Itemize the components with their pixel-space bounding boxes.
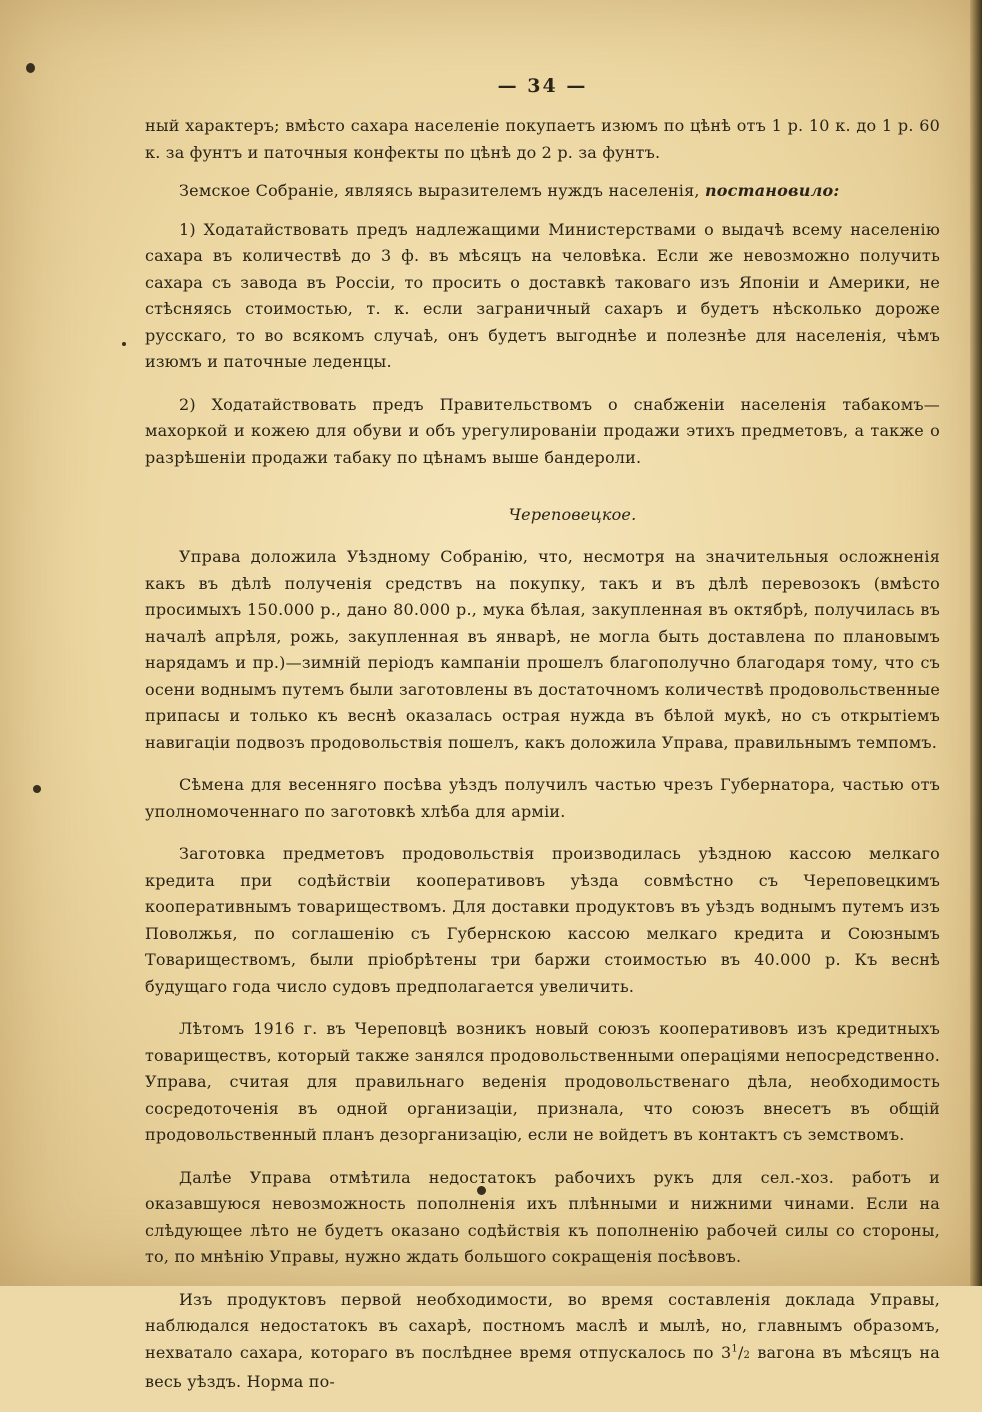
paragraph-shortages: [145, 1287, 940, 1396]
shortages-text-end: вагона въ мѣсяцъ на весь уѣздъ. Норма по-: [145, 1342, 940, 1391]
paragraph-continuation: ный характеръ; вмѣсто сахара населеніе покупаетъ изюмъ по цѣнѣ отъ 1 р. 10 к. до 1 р. 60 к. за фунтъ и паточныя конфекты по цѣнѣ до 2 р. за фунтъ.: [145, 116, 940, 162]
paragraph-seeds: Сѣмена для весенняго посѣва уѣздъ получилъ частью чрезъ Губернатора, частью отъ уполномоченнаго по заготовкѣ хлѣба для арміи.: [145, 775, 940, 821]
document-body: [145, 70, 940, 1412]
fraction-slash: /: [737, 1342, 744, 1362]
paragraph-labor: Далѣе Управа отмѣтила недостатокъ рабочихъ рукъ для сел.-хоз. работъ и оказавшуюся невозможность пополненія ихъ плѣнными и нижними чинами. Если на слѣдующее лѣто не будетъ оказано содѣйствія къ пополненію рабочей силы со стороны, то, по мнѣнію Управы, нужно ждать большого сокращенія посѣвовъ.: [145, 1167, 940, 1266]
fraction-denominator: 2: [743, 1349, 751, 1361]
ink-spot: [26, 63, 35, 73]
paragraph-resolution-2: 2) Ходатайствовать предъ Правительствомъ о снабженіи населенія табакомъ—махоркой и кожею для обуви и объ урегулированіи продажи этихъ предметовъ, а также о разрѣшеніи продажи табаку по цѣнамъ выше бандероли.: [145, 394, 940, 467]
ink-spot: [122, 342, 126, 346]
ink-spot: [33, 785, 41, 793]
resolution-intro-text: Земское Собраніе, являясь выразителемъ нуждъ населенія,: [179, 181, 700, 200]
fraction-numerator: 1: [731, 1343, 738, 1355]
paragraph-union: Лѣтомъ 1916 г. въ Череповцѣ возникъ новый союзъ кооперативовъ изъ кредитныхъ товариществъ, который также занялся продовольственными операціями непосредственно. Управа, считая для правильнаго веденія продовольственаго дѣла, необходимость сосредоточенія въ одной организаціи, признала, что союзъ внесетъ въ общій продовольственный планъ дезорганизацію, если не войдетъ въ контактъ съ земствомъ.: [145, 1019, 940, 1144]
page-number: — 34 —: [497, 75, 588, 97]
paragraph-resolution-intro: [145, 178, 940, 205]
page-edge-shadow: [970, 0, 982, 1286]
section-title: Череповецкое.: [508, 505, 637, 524]
paragraph-report: Управа доложила Уѣздному Собранію, что, несмотря на значительныя осложненія какъ въ дѣлѣ полученія средствъ на покупку, такъ и въ дѣлѣ перевозокъ (вмѣсто просимыхъ 150.000 р., дано 80.000 р., мука бѣлая, закупленная въ октябрѣ, получилась въ началѣ апрѣля, рожь, закупленная въ январѣ, не могла быть доставлена по плановымъ нарядамъ и пр.)—зимній періодъ кампаніи прошелъ благополучно благодаря тому, что съ осени воднымъ путемъ были заготовлены въ достаточномъ количествѣ продовольственные припасы и только къ веснѣ оказалась острая нужда въ бѣлой мукѣ, но съ открытіемъ навигаціи подвозъ продовольствія пошелъ, какъ доложила Управа, правильнымъ темпомъ.: [145, 547, 940, 752]
paragraph-procurement: Заготовка предметовъ продовольствія производилась уѣздною кассою мелкаго кредита при содѣйствіи кооперативовъ уѣзда совмѣстно съ Череповецкимъ кооперативнымъ товариществомъ. Для доставки продуктовъ въ уѣздъ воднымъ путемъ изъ Поволжья, по соглашенію съ Губернскою кассою мелкаго кредита и Союзнымъ Товариществомъ, были пріобрѣтены три баржи стоимостью въ 40.000 р. Къ веснѣ будущаго года число судовъ предполагается увеличить.: [145, 844, 940, 996]
paragraph-resolution-1: 1) Ходатайствовать предъ надлежащими Министерствами о выдачѣ всему населенію сахара въ количествѣ до 3 ф. въ мѣсяцъ на человѣка. Если же невозможно получить сахара съ завода въ Россіи, то просить о доставкѣ таковаго изъ Японіи и Америки, не стѣсняясь стоимостью, т. к. если заграничный сахаръ и будетъ нѣсколько дороже русскаго, то во всякомъ случаѣ, онъ будетъ выгоднѣе и полезнѣе для населенія, чѣмъ изюмъ и паточные леденцы.: [145, 219, 940, 371]
resolution-emphasis: постановило:: [704, 181, 840, 200]
shortages-text: Изъ продуктовъ первой необходимости, во время составленія доклада Управы, наблюдался недостатокъ въ сахарѣ, постномъ маслѣ и мылѣ, но, главнымъ образомъ, нехватало сахара, котораго въ послѣднее время отпускалось по 3: [145, 1289, 940, 1362]
